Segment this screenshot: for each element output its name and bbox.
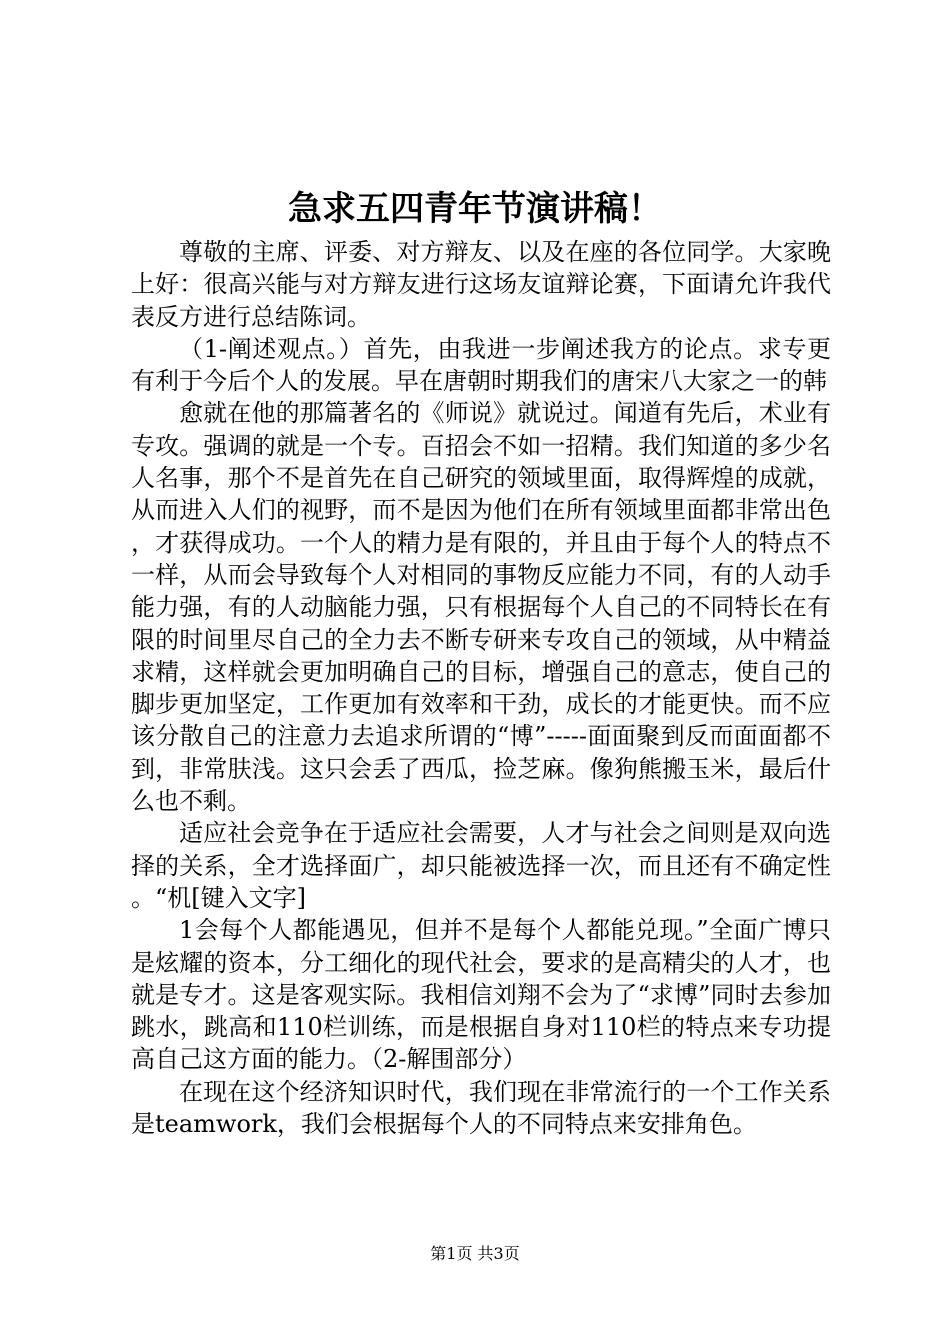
paragraph-opening: 尊敬的主席、评委、对方辩友、以及在座的各位同学。大家晚上好：很高兴能与对方辩友进行这场友谊辩论赛，下面请允许我代表反方进行总结陈词。 bbox=[131, 238, 831, 331]
document-body bbox=[131, 236, 831, 1140]
document-title: 急求五四青年节演讲稿！ bbox=[288, 189, 662, 229]
page-footer: 第1页 共3页 bbox=[430, 1244, 520, 1263]
paragraph-society: 适应社会竞争在于适应社会需要，人才与社会之间则是双向选择的关系，全才选择面广，却只能被选择一次，而且还有不确定性。“机[键入文字] bbox=[131, 819, 831, 912]
paragraph-shishuo: 愈就在他的那篇著名的《师说》就说过。闻道有先后，术业有专攻。强调的就是一个专。百招会不如一招精。我们知道的多少名人名事，那个不是首先在自己研究的领域里面，取得辉煌的成就，从而进入人们的视野，而不是因为他们在所有领域里面都非常出色，才获得成功。一个人的精力是有限的，并且由于每个人的特点不一样，从而会导致每个人对相同的事物反应能力不同，有的人动手能力强，有的人动脑能力强，只有根据每个人自己的不同特长在有限的时间里尽自己的全力去不断专研来专攻自己的领域，从中精益求精，这样就会更加明确自己的目标，增强自己的意志，使自己的脚步更加坚定，工作更加有效率和干劲，成长的才能更快。而不应该分散自己的注意力去追求所谓的“博”-----面面聚到反而面面都不到，非常肤浅。这只会丢了西瓜，捡芝麻。像狗熊搬玉米，最后什么也不剩。 bbox=[131, 399, 831, 816]
paragraph-viewpoint: （1-阐述观点。）首先，由我进一步阐述我方的论点。求专更有利于今后个人的发展。早在唐朝时期我们的唐宋八大家之一的韩 bbox=[131, 334, 831, 396]
paragraph-teamwork: 在现在这个经济知识时代，我们现在非常流行的一个工作关系是teamwork，我们会根据每个人的不同特点来安排角色。 bbox=[131, 1077, 831, 1139]
paragraph-liuxiang: 1会每个人都能遇见，但并不是每个人都能兑现。”全面广博只是炫耀的资本，分工细化的现代社会，要求的是高精尖的人才，也就是专才。这是客观实际。我相信刘翔不会为了“求博”同时去参加跳水，跳高和110栏训练，而是根据自身对110栏的特点来专功提高自己这方面的能力。（2-解围部分） bbox=[131, 916, 831, 1074]
